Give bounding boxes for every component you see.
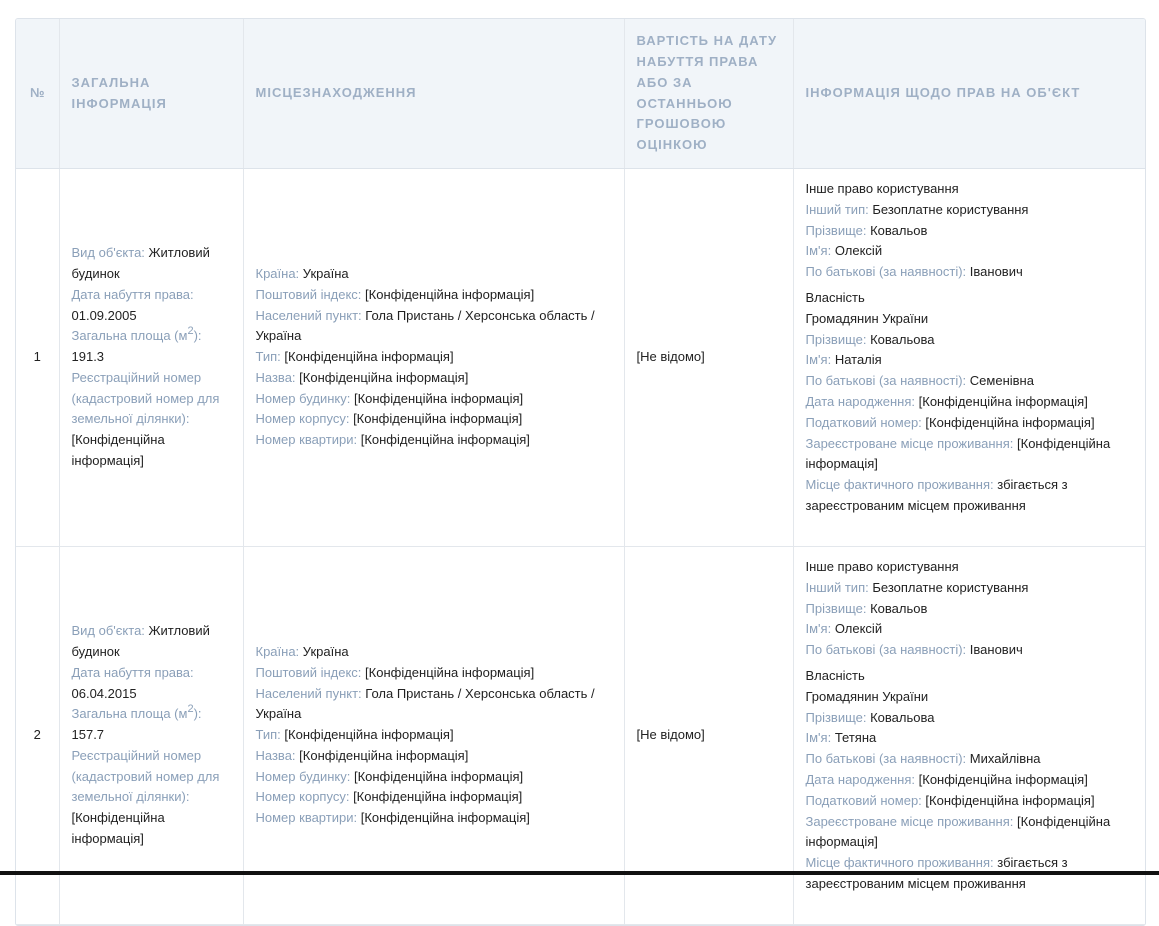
patronymic: По батькові (за наявності): Михайлівна <box>805 751 1041 767</box>
other-type: Інший тип: Безоплатне користування <box>805 579 1029 595</box>
acquisition-date: Дата набуття права: 06.04.2015 <box>71 664 194 701</box>
rights-block-usage <box>806 179 1134 283</box>
postal-code: Поштовий індекс: [Конфіденційна інформація] <box>255 286 535 302</box>
settlement: Населений пункт: Гола Пристань / Херсонська область / Україна <box>255 307 595 344</box>
rights-title: Інше право користування <box>805 181 959 196</box>
surname: Прізвище: Ковальов <box>805 600 928 616</box>
rights-block-ownership <box>806 666 1134 895</box>
location-cell <box>243 169 624 547</box>
rights-cell <box>793 169 1145 547</box>
street-type: Тип: [Конфіденційна інформація] <box>255 727 454 743</box>
total-area: Загальна площа $(м^2)$: 157.7 <box>71 702 202 743</box>
row-number: 2 <box>16 547 59 925</box>
apartment-number: Номер квартири: [Конфіденційна інформація] <box>255 810 530 826</box>
property-table <box>16 19 1145 925</box>
value-cell: [Не відомо] <box>624 169 793 547</box>
patronymic: По батькові (за наявності): Семенівна <box>805 373 1034 389</box>
corpus-number: Номер корпусу: [Конфіденційна інформація] <box>255 789 523 805</box>
rights-block-usage <box>806 557 1134 661</box>
registered-residence: Зареєстроване місце проживання: [Конфіденційна інформація] <box>805 813 1111 850</box>
object-type: Вид об'єкта: Житловий будинок <box>71 245 210 281</box>
first-name: Ім'я: Тетяна <box>805 730 877 746</box>
tax-number: Податковий номер: [Конфіденційна інформація] <box>805 792 1095 808</box>
header-location: МІСЦЕЗНАХОДЖЕННЯ <box>243 19 624 169</box>
header-value: ВАРТІСТЬ НА ДАТУ НАБУТТЯ ПРАВА АБО ЗА ОСТАННЬОЮ ГРОШОВОЮ ОЦІНКОЮ <box>624 19 793 169</box>
citizenship: Громадянин України <box>805 688 929 704</box>
header-number: № <box>16 19 59 169</box>
surname: Прізвище: Ковальова <box>805 331 935 347</box>
registered-residence: Зареєстроване місце проживання: [Конфіденційна інформація] <box>805 435 1111 472</box>
apartment-number: Номер квартири: [Конфіденційна інформація] <box>255 432 530 448</box>
header-general-info: ЗАГАЛЬНА ІНФОРМАЦІЯ <box>59 19 243 169</box>
country: Країна: Україна <box>255 643 349 659</box>
patronymic: По батькові (за наявності): Іванович <box>805 264 1023 280</box>
rights-title: Інше право користування <box>805 559 959 574</box>
first-name: Ім'я: Наталія <box>805 352 882 368</box>
registration-number: Реєстраційний номер (кадастровий номер для земельної ділянки): [Конфіденційна інформація] <box>71 747 220 847</box>
building-number: Номер будинку: [Конфіденційна інформація] <box>255 390 524 406</box>
object-type: Вид об'єкта: Житловий будинок <box>71 623 210 659</box>
building-number: Номер будинку: [Конфіденційна інформація] <box>255 768 524 784</box>
table-row <box>16 169 1145 547</box>
header-row <box>16 19 1145 169</box>
row-number: 1 <box>16 169 59 547</box>
header-rights: ІНФОРМАЦІЯ ЩОДО ПРАВ НА ОБ'ЄКТ <box>793 19 1145 169</box>
first-name: Ім'я: Олексій <box>805 621 883 637</box>
other-type: Інший тип: Безоплатне користування <box>805 201 1029 217</box>
rights-cell <box>793 547 1145 925</box>
first-name: Ім'я: Олексій <box>805 243 883 259</box>
registration-number: Реєстраційний номер (кадастровий номер для земельної ділянки): [Конфіденційна інформація] <box>71 369 220 469</box>
rights-block-ownership <box>806 288 1134 517</box>
table-header <box>16 19 1145 169</box>
property-table-container <box>15 18 1146 926</box>
table-row <box>16 547 1145 925</box>
surname: Прізвище: Ковальова <box>805 709 935 725</box>
value-cell: [Не відомо] <box>624 547 793 925</box>
rights-title: Власність <box>805 289 865 305</box>
birth-date: Дата народження: [Конфіденційна інформація] <box>805 771 1088 787</box>
location-cell <box>243 547 624 925</box>
postal-code: Поштовий індекс: [Конфіденційна інформація] <box>255 664 535 680</box>
settlement: Населений пункт: Гола Пристань / Херсонська область / Україна <box>255 685 595 722</box>
viewport-bottom-edge <box>0 871 1159 875</box>
tax-number: Податковий номер: [Конфіденційна інформація] <box>805 414 1095 430</box>
citizenship: Громадянин України <box>805 310 929 326</box>
street-name: Назва: [Конфіденційна інформація] <box>255 369 469 385</box>
actual-residence: Місце фактичного проживання: збігається з зареєстрованим місцем проживання <box>805 477 1068 513</box>
surname: Прізвище: Ковальов <box>805 222 928 238</box>
acquisition-date: Дата набуття права: 01.09.2005 <box>71 286 194 323</box>
patronymic: По батькові (за наявності): Іванович <box>805 642 1023 658</box>
birth-date: Дата народження: [Конфіденційна інформація] <box>805 393 1088 409</box>
street-type: Тип: [Конфіденційна інформація] <box>255 349 454 365</box>
actual-residence: Місце фактичного проживання: збігається з зареєстрованим місцем проживання <box>805 855 1068 891</box>
general-info-cell <box>59 169 243 547</box>
corpus-number: Номер корпусу: [Конфіденційна інформація] <box>255 411 523 427</box>
total-area: Загальна площа $(м^2)$: 191.3 <box>71 324 202 365</box>
street-name: Назва: [Конфіденційна інформація] <box>255 747 469 763</box>
rights-title: Власність <box>805 667 865 683</box>
country: Країна: Україна <box>255 265 349 281</box>
general-info-cell <box>59 547 243 925</box>
